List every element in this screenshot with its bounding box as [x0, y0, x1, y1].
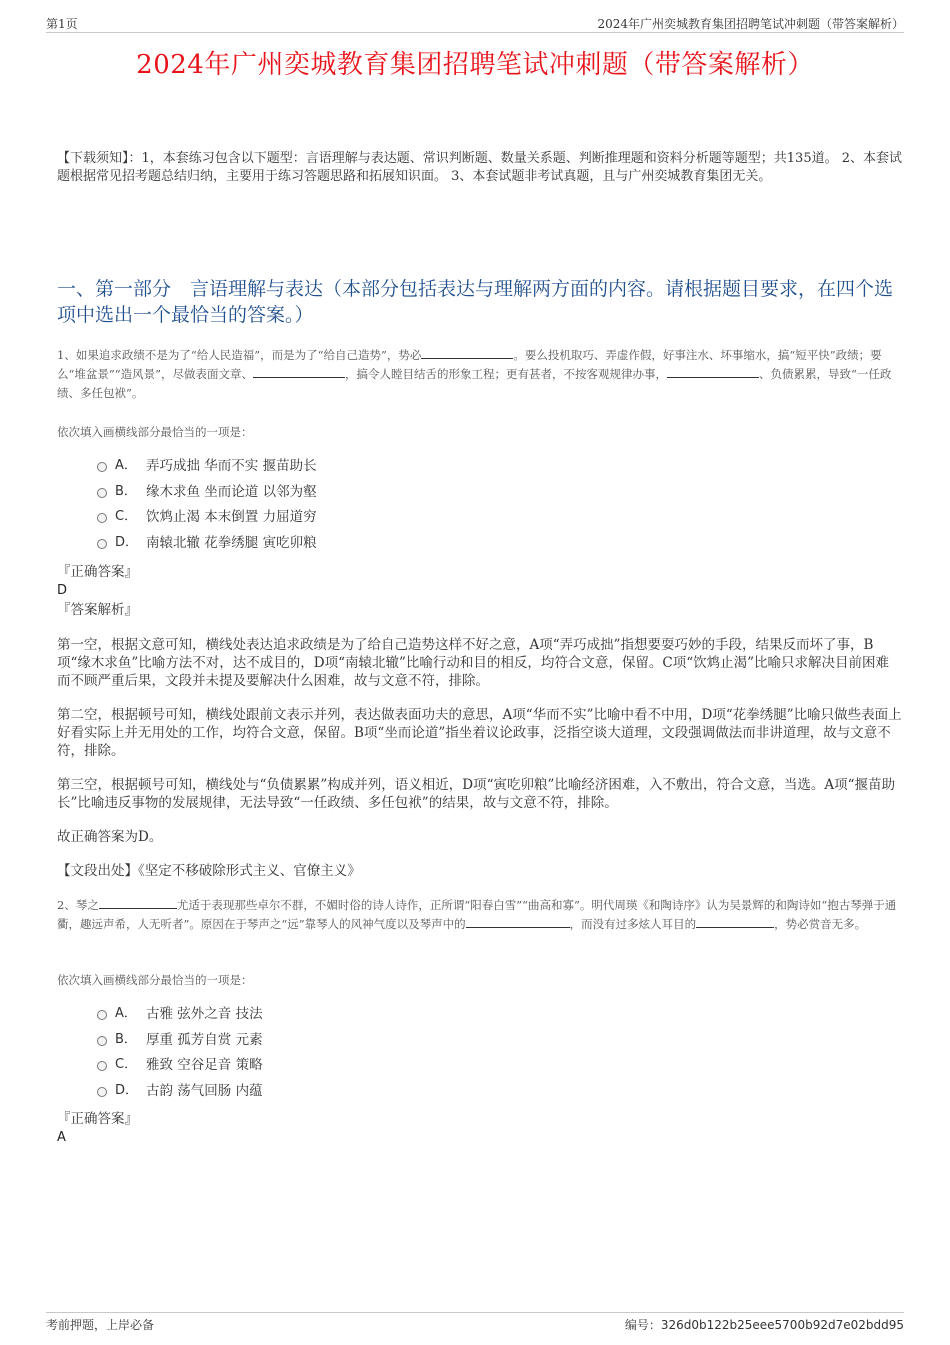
radio-button-icon[interactable]: [97, 513, 107, 523]
question-1-options: [57, 456, 902, 558]
answer-label: 『正确答案』: [57, 1111, 138, 1127]
analysis-paragraph: 第三空，根据顿号可知，横线处与“负债累累”构成并列，语义相近，D项“寅吃卯粮”比喻经济困难，入不敷出，符合文意，当选。A项“揠苗助长”比喻违反事物的发展规律，无法导致“一任政绩、多任包袱”的结果，故与文意不符，排除。: [57, 777, 896, 811]
option-b[interactable]: B． 缘木求鱼 坐而论道 以邻为壑: [57, 482, 902, 508]
analysis-paragraph: 第一空，根据文意可知，横线处表达追求政绩是为了给自己造势这样不好之意，A项“弄巧成拙”指想要耍巧妙的手段，结果反而坏了事，B项“缘木求鱼”比喻方法不对，达不成目的，D项“南辕北辙”比喻行动和目的相反，均符合文意，保留。C项“饮鸩止渴”比喻只求解决目前困难而不顾严重后果，文段并未提及要解决什么困难，故与文意不符，排除。: [57, 637, 890, 689]
footer-slogan: 考前押题，上岸必备: [46, 1318, 155, 1332]
analysis-paragraph: 故正确答案为D。: [57, 829, 163, 845]
question-2-options: [57, 1004, 902, 1106]
option-c[interactable]: C． 饮鸩止渴 本末倒置 力屈道穷: [57, 507, 902, 533]
question-1-analysis-2: [57, 706, 902, 760]
question-1-answer: [57, 562, 902, 620]
document-title: 2024年广州奕城教育集团招聘笔试冲刺题（带答案解析）: [136, 50, 814, 80]
question-1-analysis: [57, 636, 902, 690]
answer-value: A: [57, 1130, 66, 1145]
fill-blank: [696, 915, 774, 928]
answer-value: D: [57, 583, 68, 598]
analysis-paragraph: 第二空，根据顿号可知，横线处跟前文表示并列，表达做表面功夫的意思，A项“华而不实”比喻中看不中用，D项“花拳绣腿”比喻只做些表面上好看实际上并无用处的工作，均符合文意，保留。B项“坐而论道”指坐着议论政事，泛指空谈大道理，文段强调做法而非讲道理，故与文意不符，排除。: [57, 707, 902, 759]
fill-blank: [667, 365, 759, 378]
question-2-stem: 2、琴之 尤适于表现那些卓尔不群，不媚时俗的诗人诗作，正所谓“阳春白雪”“曲高和寡”。明代周瑛《和陶诗序》认为吴景辉的和陶诗如“抱古琴弹于通衢，趣远声希，人无听者”。原因在于琴声之“远”靠琴人的风神气度以及琴声中的 ，而没有过多炫人耳目的 ，势必赏音无多。: [57, 898, 897, 931]
radio-button-icon[interactable]: [97, 1061, 107, 1071]
fill-blank: [466, 915, 570, 928]
option-b[interactable]: B． 厚重 孤芳自赏 元素: [57, 1030, 902, 1056]
document-code: 编号：326d0b122b25eee5700b92d7e02bdd95: [624, 1318, 904, 1332]
radio-button-icon[interactable]: [97, 488, 107, 498]
option-a[interactable]: A． 弄巧成拙 华而不实 揠苗助长: [57, 456, 902, 482]
question-1-conclusion: [57, 828, 902, 846]
question-1-analysis-3: [57, 776, 902, 812]
radio-button-icon[interactable]: [97, 462, 107, 472]
question-2: [57, 896, 902, 934]
radio-button-icon[interactable]: [97, 1087, 107, 1097]
source-citation: 【文段出处】《坚定不移破除形式主义、官僚主义》: [57, 863, 361, 879]
question-2-instruction: 依次填入画横线部分最恰当的一项是：: [57, 973, 253, 987]
page-footer: [46, 1312, 904, 1333]
page-header: [46, 12, 904, 33]
question-2-instruction-wrap: [57, 972, 902, 988]
section-heading: 一、第一部分 言语理解与表达（本部分包括表达与理解两方面的内容。请根据题目要求，在四个选项中选出一个最恰当的答案。）: [57, 278, 894, 326]
question-1: [57, 346, 902, 403]
page-number: 第1页: [46, 17, 78, 31]
radio-button-icon[interactable]: [97, 539, 107, 549]
question-1-stem: 1、如果追求政绩不是为了“给人民造福”，而是为了“给自己造势”，势必 。要么投机取巧、弄虚作假，好事注水、坏事缩水，搞“短平快”政绩；要么“堆盆景”“造风景”，尽做表面文章、 ，搞令人瞠目结舌的形象工程；更有甚者，不按客观规律办事， 、负债累累，导致“一任政绩、多任包袱”。: [57, 348, 892, 400]
download-notice: 【下载须知】：1，本套练习包含以下题型：言语理解与表达题、常识判断题、数量关系题、判断推理题和资料分析题等题型；共135道。 2、本套试题根据常见招考题总结归纳，主要用于练习答题思路和拓展知识面。 3、本套试题非考试真题，且与广州奕城教育集团无关。: [57, 151, 902, 184]
header-doc-title: 2024年广州奕城教育集团招聘笔试冲刺题（带答案解析）: [597, 17, 904, 31]
question-1-instruction: 依次填入画横线部分最恰当的一项是：: [57, 425, 253, 439]
fill-blank: [253, 365, 345, 378]
fill-blank: [99, 896, 177, 909]
radio-button-icon[interactable]: [97, 1010, 107, 1020]
answer-label: 『正确答案』: [57, 564, 138, 580]
option-a[interactable]: A． 古雅 弦外之音 技法: [57, 1004, 902, 1030]
question-2-answer: [57, 1109, 902, 1147]
option-d[interactable]: D． 古韵 荡气回肠 内蕴: [57, 1081, 902, 1107]
analysis-label: 『答案解析』: [57, 602, 138, 618]
option-d[interactable]: D． 南辕北辙 花拳绣腿 寅吃卯粮: [57, 533, 902, 559]
question-1-source: [57, 862, 902, 880]
question-1-instruction-wrap: [57, 424, 902, 440]
option-c[interactable]: C． 雅致 空谷足音 策略: [57, 1055, 902, 1081]
radio-button-icon[interactable]: [97, 1036, 107, 1046]
fill-blank: [421, 346, 513, 359]
